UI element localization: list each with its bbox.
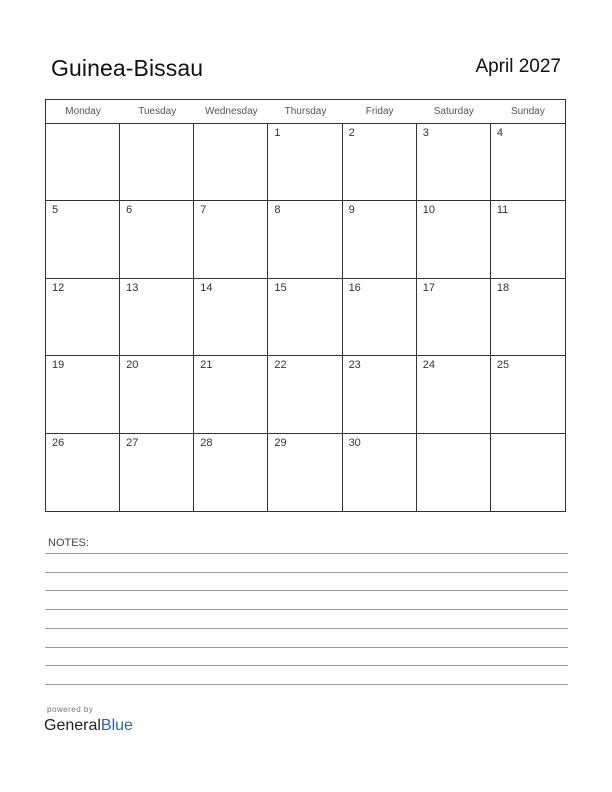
calendar-weeks bbox=[46, 124, 565, 511]
weekday-tuesday: Tuesday bbox=[138, 106, 177, 117]
brand-general-text: General bbox=[44, 717, 101, 734]
day-cell bbox=[46, 124, 120, 201]
weekday-monday: Monday bbox=[65, 106, 101, 117]
calendar-grid bbox=[45, 99, 566, 512]
date-number: 19 bbox=[52, 359, 65, 372]
day-cell bbox=[268, 356, 342, 433]
weekday-sunday: Sunday bbox=[510, 106, 545, 117]
day-cell bbox=[417, 356, 491, 433]
date-number: 12 bbox=[52, 281, 65, 294]
day-cell bbox=[46, 201, 120, 278]
date-number: 15 bbox=[274, 281, 287, 294]
date-number: 26 bbox=[52, 436, 65, 449]
brand-blue-text: Blue bbox=[100, 717, 133, 734]
date-number: 6 bbox=[126, 204, 133, 217]
date-number: 20 bbox=[126, 359, 139, 372]
weekday-thursday: Thursday bbox=[284, 106, 327, 117]
day-cell bbox=[343, 201, 417, 278]
generalblue-logo bbox=[44, 717, 133, 735]
note-line bbox=[45, 609, 568, 610]
day-cell bbox=[417, 279, 491, 356]
day-cell bbox=[46, 434, 120, 511]
date-number: 17 bbox=[422, 281, 435, 294]
day-cell bbox=[491, 201, 565, 278]
day-cell bbox=[417, 201, 491, 278]
day-cell bbox=[194, 356, 268, 433]
date-number: 18 bbox=[496, 281, 510, 294]
day-cell bbox=[120, 279, 194, 356]
note-line bbox=[45, 665, 568, 666]
day-cell bbox=[194, 279, 268, 356]
date-number: 10 bbox=[422, 204, 435, 217]
day-cell bbox=[417, 434, 491, 511]
day-cell bbox=[120, 124, 194, 201]
day-cell bbox=[343, 434, 417, 511]
day-cell bbox=[268, 279, 342, 356]
date-number: 27 bbox=[126, 436, 139, 449]
note-line bbox=[45, 647, 568, 648]
date-number: 23 bbox=[348, 359, 361, 372]
date-number: 22 bbox=[274, 359, 287, 372]
date-number: 5 bbox=[52, 204, 59, 217]
day-cell bbox=[491, 434, 565, 511]
note-line bbox=[45, 590, 568, 591]
date-number: 21 bbox=[200, 359, 213, 372]
calendar-country-title: Guinea-Bissau bbox=[51, 55, 204, 81]
date-number: 30 bbox=[348, 436, 361, 449]
day-cell bbox=[268, 124, 342, 201]
date-number: 8 bbox=[274, 204, 281, 217]
weekday-friday: Friday bbox=[365, 106, 394, 117]
day-cell bbox=[46, 279, 120, 356]
date-number: 9 bbox=[348, 204, 355, 217]
day-cell bbox=[120, 201, 194, 278]
day-cell bbox=[120, 434, 194, 511]
note-line bbox=[45, 553, 568, 554]
date-number: 14 bbox=[200, 281, 213, 294]
day-cell bbox=[120, 356, 194, 433]
day-cell bbox=[491, 124, 565, 201]
weekday-saturday: Saturday bbox=[433, 106, 474, 117]
date-number: 3 bbox=[422, 127, 429, 139]
day-cell bbox=[491, 279, 565, 356]
date-number: 25 bbox=[496, 359, 510, 372]
note-line bbox=[45, 684, 568, 685]
day-cell bbox=[194, 124, 268, 201]
date-number: 29 bbox=[274, 436, 287, 449]
day-cell bbox=[343, 279, 417, 356]
date-number: 2 bbox=[348, 127, 355, 139]
day-cell bbox=[194, 201, 268, 278]
day-cell bbox=[268, 201, 342, 278]
date-number: 11 bbox=[496, 204, 509, 217]
date-number: 4 bbox=[496, 127, 503, 139]
date-number: 1 bbox=[274, 127, 281, 139]
weekday-wednesday: Wednesday bbox=[205, 106, 258, 117]
day-cell bbox=[343, 124, 417, 201]
day-cell bbox=[194, 434, 268, 511]
date-number: 16 bbox=[348, 281, 361, 294]
date-number: 13 bbox=[126, 281, 139, 294]
note-line bbox=[45, 628, 568, 629]
calendar-month-title: April 2027 bbox=[475, 56, 561, 77]
weekday-header-row bbox=[46, 100, 565, 124]
powered-by-text: powered by bbox=[47, 705, 94, 714]
date-number: 24 bbox=[422, 359, 435, 372]
day-cell bbox=[491, 356, 565, 433]
day-cell bbox=[46, 356, 120, 433]
date-number: 7 bbox=[200, 204, 207, 217]
date-number: 28 bbox=[200, 436, 213, 449]
day-cell bbox=[343, 356, 417, 433]
day-cell bbox=[268, 434, 342, 511]
note-line bbox=[45, 572, 568, 573]
notes-label: NOTES: bbox=[48, 537, 89, 549]
day-cell bbox=[417, 124, 491, 201]
